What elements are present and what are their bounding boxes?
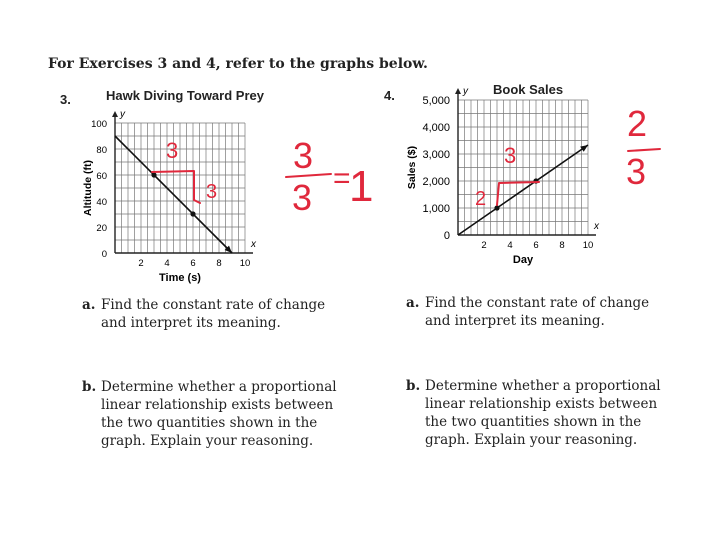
hawk-chart xyxy=(80,108,280,288)
y-tick-label: 100 xyxy=(91,119,107,130)
chart-4-title: Book Sales xyxy=(493,82,564,97)
instructions: For Exercises 3 and 4, refer to the graphs below. xyxy=(48,56,428,72)
data-point xyxy=(190,211,195,216)
x-tick-label: 4 xyxy=(164,258,170,269)
x-axis-label: Time (s) xyxy=(159,272,201,284)
y-tick-label: 4,000 xyxy=(422,122,450,134)
exercise-3-question-b xyxy=(82,378,354,450)
y-axis-letter: y xyxy=(463,86,468,97)
left-run-label: 3 xyxy=(206,181,218,203)
question-label: b. xyxy=(82,379,97,395)
question-label: b. xyxy=(406,378,421,394)
left-fraction-bar xyxy=(286,174,331,177)
exercise-4-number: 4. xyxy=(384,88,395,103)
data-point xyxy=(151,172,156,177)
y-tick-label: 60 xyxy=(96,171,107,182)
x-tick-label: 4 xyxy=(507,240,513,251)
x-tick-label: 8 xyxy=(216,258,222,269)
data-point xyxy=(494,205,499,210)
exercise-3-question-a xyxy=(82,296,354,332)
left-equals: = xyxy=(333,162,351,195)
question-label: a. xyxy=(82,297,96,313)
x-tick-label: 6 xyxy=(533,240,539,251)
x-tick-label: 10 xyxy=(582,240,594,251)
y-tick-label: 5,000 xyxy=(422,95,450,107)
chart-3-title: Hawk Diving Toward Prey xyxy=(106,88,264,103)
y-tick-label: 20 xyxy=(96,223,107,234)
y-axis-arrow xyxy=(455,88,461,94)
left-rise-label: 3 xyxy=(166,138,179,163)
y-tick-label: 80 xyxy=(96,145,107,156)
data-point xyxy=(533,178,538,183)
y-tick-label: 0 xyxy=(443,230,450,242)
y-tick-label: 40 xyxy=(96,197,107,208)
right-ratio-denominator: 3 xyxy=(626,151,647,192)
y-axis-arrow xyxy=(112,111,118,117)
exercise-4-question-a xyxy=(406,294,678,330)
y-tick-label: 0 xyxy=(101,249,107,260)
x-axis-label: Day xyxy=(512,254,534,266)
question-text: Find the constant rate of change and interpret its meaning. xyxy=(425,295,650,329)
question-text: Find the constant rate of change and interpret its meaning. xyxy=(101,297,326,331)
y-tick-label: 2,000 xyxy=(422,176,450,188)
x-tick-label: 8 xyxy=(559,240,565,251)
y-tick-label: 1,000 xyxy=(422,203,450,215)
x-axis-letter: x xyxy=(251,239,256,250)
question-label: a. xyxy=(406,295,420,311)
right-ratio-numerator: 2 xyxy=(627,103,648,144)
right-fraction-bar xyxy=(628,149,660,151)
y-axis-label: Altitude (ft) xyxy=(82,160,94,216)
y-axis-label: Sales ($) xyxy=(406,145,418,190)
left-ratio-denominator: 3 xyxy=(292,177,313,218)
x-tick-label: 10 xyxy=(239,258,251,269)
right-run-label: 2 xyxy=(475,188,487,210)
exercise-3-number: 3. xyxy=(60,92,71,107)
exercise-4-question-b xyxy=(406,377,678,449)
left-ratio-numerator: 3 xyxy=(293,135,314,176)
question-text: Determine whether a proportional linear relationship exists between the two quantities shown in the graph. Explain your reasoning. xyxy=(425,378,661,448)
x-axis-letter: x xyxy=(594,221,599,232)
x-tick-label: 2 xyxy=(481,240,487,251)
left-result: 1 xyxy=(349,162,374,211)
y-axis-letter: y xyxy=(120,109,125,120)
x-tick-label: 2 xyxy=(138,258,144,269)
book-sales-chart xyxy=(400,88,620,268)
y-tick-label: 3,000 xyxy=(422,149,450,161)
question-text: Determine whether a proportional linear relationship exists between the two quantities shown in the graph. Explain your reasoning. xyxy=(101,379,337,449)
x-tick-label: 6 xyxy=(190,258,196,269)
right-rise-label: 3 xyxy=(504,143,517,168)
